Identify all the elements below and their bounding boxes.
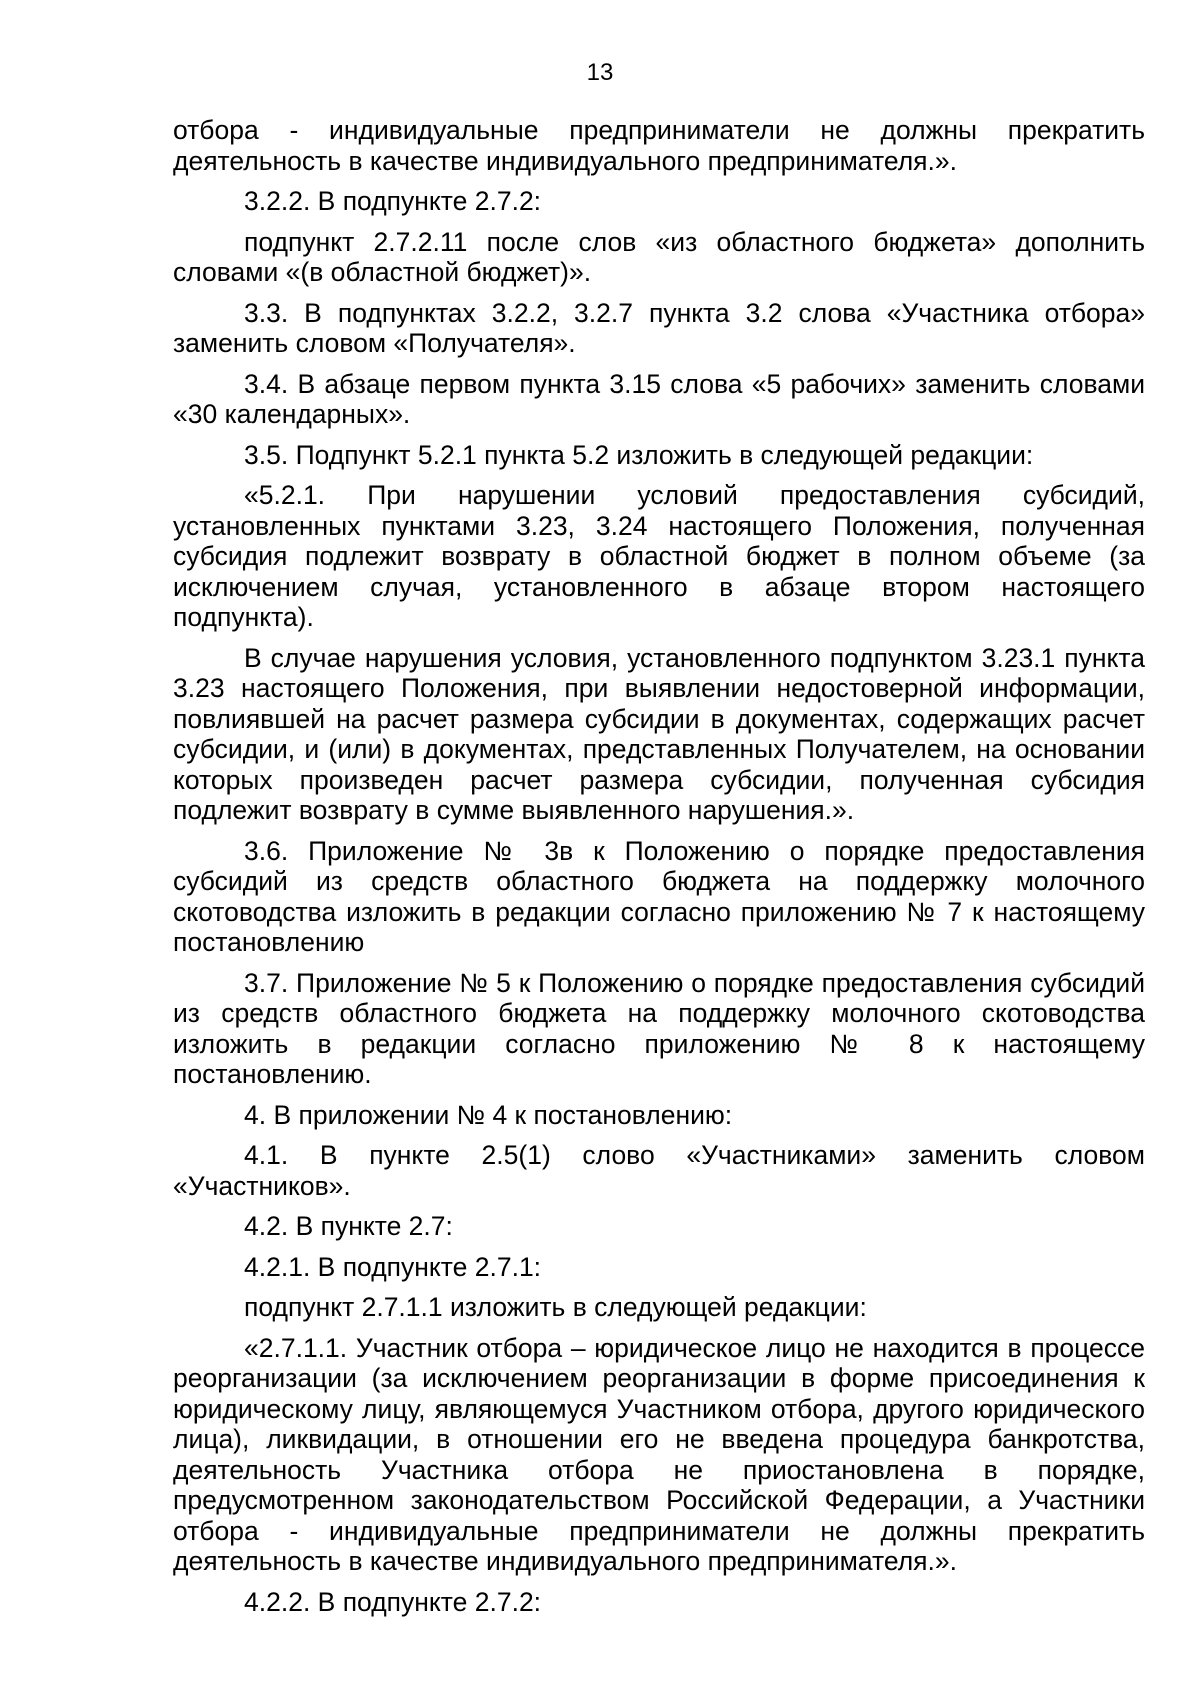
paragraph-continuation: отбора - индивидуальные предприниматели не должны прекратить деятельность в качестве индивидуального предпринимателя.». <box>173 115 1145 176</box>
paragraph-violation-case: В случае нарушения условия, установленного подпунктом 3.23.1 пункта 3.23 настоящего Положения, при выявлении недостоверной информации, повлиявшей на расчет размера субсидии в документах, содержащих расчет субсидии, и (или) в документах, представленных Получателем, на основании которых произведен расчет размера субсидии, полученная субсидия подлежит возврату в сумме выявленного нарушения.». <box>173 642 1145 825</box>
paragraph-4-1: 4.1. В пункте 2.5(1) слово «Участниками» заменить словом «Участников». <box>173 1140 1145 1201</box>
paragraph-5-2-1: «5.2.1. При нарушении условий предоставления субсидий, установленных пунктами 3.23, 3.24 настоящего Положения, полученная субсидия подлежит возврату в областной бюджет в полном объеме (за исключением случая, установленного в абзаце втором настоящего подпункта). <box>173 480 1145 632</box>
paragraph-3-4: 3.4. В абзаце первом пункта 3.15 слова «5 рабочих» заменить словами «30 календарных». <box>173 368 1145 429</box>
paragraph-3-5: 3.5. Подпункт 5.2.1 пункта 5.2 изложить в следующей редакции: <box>244 439 1034 470</box>
paragraph-subpoint-2-7-1-1: подпункт 2.7.1.1 изложить в следующей редакции: <box>244 1292 867 1322</box>
page-number: 13 <box>586 59 614 86</box>
document-body <box>173 115 1145 1627</box>
paragraph-3-7: 3.7. Приложение № 5 к Положению о порядке предоставления субсидий из средств областного бюджета на поддержку молочного скотоводства изложить в редакции согласно приложению № 8 к настоящему постановлению. <box>173 967 1145 1089</box>
paragraph-4: 4. В приложении № 4 к постановлению: <box>244 1099 733 1130</box>
paragraph-4-2-1: 4.2.1. В подпункте 2.7.1: <box>244 1251 542 1282</box>
paragraph-3-3: 3.3. В подпунктах 3.2.2, 3.2.7 пункта 3.2 слова «Участника отбора» заменить словом «Получателя». <box>173 297 1145 358</box>
paragraph-4-2-2: 4.2.2. В подпункте 2.7.2: <box>244 1586 542 1617</box>
paragraph-4-2: 4.2. В пункте 2.7: <box>244 1211 453 1241</box>
paragraph-3-2-2: 3.2.2. В подпункте 2.7.2: <box>244 186 542 216</box>
paragraph-3-6: 3.6. Приложение № 3в к Положению о порядке предоставления субсидий из средств областного бюджета на поддержку молочного скотоводства изложить в редакции согласно приложению № 7 к настоящему постановлению <box>173 835 1145 957</box>
paragraph-subpoint-2-7-2-11: подпункт 2.7.2.11 после слов «из областного бюджета» дополнить словами «(в областной бюджет)». <box>173 226 1145 287</box>
paragraph-2-7-1-1: «2.7.1.1. Участник отбора – юридическое лицо не находится в процессе реорганизации (за исключением реорганизации в форме присоединения к юридическому лицу, являющемуся Участником отбора, другого юридического лица), ликвидации, в отношении его не введена процедура банкротства, деятельность Участника отбора не приостановлена в порядке, предусмотренном законодательством Российской Федерации, а Участники отбора - индивидуальные предприниматели не должны прекратить деятельность в качестве индивидуального предпринимателя.». <box>173 1332 1145 1576</box>
